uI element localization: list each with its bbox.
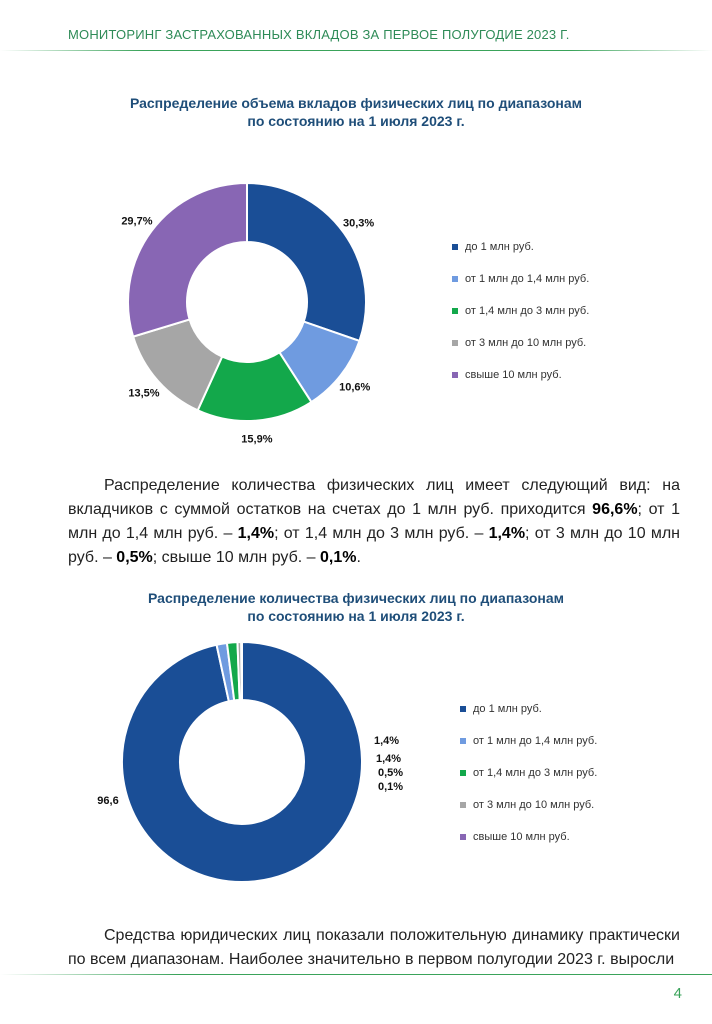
chart1-legend-label-1: до 1 млн руб. — [465, 240, 534, 253]
chart1-data-label-5: 29,7% — [121, 215, 153, 228]
chart1-legend-item-2 — [452, 270, 589, 287]
legend-swatch-icon — [452, 308, 458, 314]
para1-text-4: ; от 3 млн до 10 млн руб. – — [68, 525, 681, 566]
chart2-donut — [90, 640, 450, 920]
chart2-data-label-3: 1,4% — [376, 753, 402, 765]
para1-value-1: 96,6% — [592, 501, 638, 518]
para1-value-5: 0,1% — [320, 549, 357, 566]
chart1-legend-label-4: от 3 млн до 10 млн руб. — [465, 336, 587, 349]
chart1-legend-item-5 — [452, 366, 589, 383]
chart1-legend-label-3: от 1,4 млн до 3 млн руб. — [465, 304, 590, 317]
header-divider — [0, 50, 712, 51]
chart1-data-label-1: 30,3% — [342, 217, 375, 230]
chart2-legend-label-5: свыше 10 млн руб. — [473, 830, 570, 843]
chart1-legend-item-3 — [452, 302, 589, 319]
legend-swatch-icon — [452, 340, 458, 346]
chart1-legend-label-2: от 1 млн до 1,4 млн руб. — [465, 272, 590, 285]
chart2-title-line2: по состоянию на 1 июля 2023 г. — [247, 608, 465, 624]
para1-text-2: ; от 1 млн до 1,4 млн руб. – — [68, 501, 681, 542]
chart1-title-line2: по состоянию на 1 июля 2023 г. — [247, 113, 465, 129]
para1-value-3: 1,4% — [488, 525, 526, 542]
legend-swatch-icon — [460, 770, 466, 776]
legend-swatch-icon — [460, 834, 466, 840]
chart1-legend-label-5: свыше 10 млн руб. — [465, 368, 562, 381]
chart1-title-line1: Распределение объема вкладов физических лиц по диапазонам — [129, 95, 583, 111]
chart2-legend-label-4: от 3 млн до 10 млн руб. — [473, 798, 595, 811]
legend-swatch-icon — [460, 738, 466, 744]
chart2-slice-5 — [241, 642, 242, 700]
chart2-legend-label-3: от 1,4 млн до 3 млн руб. — [473, 766, 598, 779]
chart2-legend-label-2: от 1 млн до 1,4 млн руб. — [473, 734, 598, 747]
chart1-legend-item-4 — [452, 334, 589, 351]
chart2-data-label-4: 0,5% — [378, 767, 404, 779]
para1-value-4: 0,5% — [116, 549, 153, 566]
chart2-title-line1: Распределение количества физических лиц по диапазонам — [148, 590, 564, 606]
chart2-data-label-5: 0,1% — [378, 781, 404, 793]
chart2-legend-item-1 — [460, 700, 597, 717]
chart1-legend-item-1 — [452, 238, 589, 255]
chart1-legend — [452, 238, 589, 398]
para2-text: Средства юридических лиц показали положительную динамику практически по всем диапазонам. Наиболее значительно в первом полугодии 2023 г. выросли — [68, 927, 680, 968]
legend-swatch-icon — [452, 372, 458, 378]
paragraph-legal-entities — [68, 924, 680, 972]
footer-divider — [0, 974, 712, 975]
chart2-data-label-2: 1,4% — [374, 735, 400, 747]
para1-text-5: ; свыше 10 млн руб. – — [152, 549, 320, 566]
legend-swatch-icon — [460, 706, 466, 712]
chart2-data-label-1: 96,6 — [97, 795, 119, 807]
chart2-legend-item-3 — [460, 764, 597, 781]
chart2-legend — [460, 700, 597, 860]
page-number: 4 — [673, 985, 682, 1002]
paragraph-individuals-distribution — [68, 474, 680, 570]
chart1-slice-5 — [128, 183, 247, 337]
para1-text-3: ; от 1,4 млн до 3 млн руб. – — [274, 525, 489, 542]
chart1-data-label-3: 15,9% — [241, 433, 273, 446]
chart2-legend-label-1: до 1 млн руб. — [473, 702, 542, 715]
chart1-title — [0, 94, 712, 130]
chart2-legend-item-4 — [460, 796, 597, 813]
legend-swatch-icon — [452, 276, 458, 282]
chart2-title — [0, 589, 712, 625]
chart1-slice-1 — [247, 183, 366, 341]
chart1-data-label-2: 10,6% — [339, 381, 371, 394]
para1-text-1: Распределение количества физических лиц имеет следующий вид: на вкладчиков с суммой остатков на счетах до 1 млн руб. приходится — [68, 477, 680, 518]
chart2-legend-item-5 — [460, 828, 597, 845]
chart2-legend-item-2 — [460, 732, 597, 749]
legend-swatch-icon — [460, 802, 466, 808]
para1-text-6: . — [356, 549, 361, 566]
page-header-title: МОНИТОРИНГ ЗАСТРАХОВАННЫХ ВКЛАДОВ ЗА ПЕРВОЕ ПОЛУГОДИЕ 2023 Г. — [68, 27, 570, 42]
para1-value-2: 1,4% — [237, 525, 275, 542]
chart1-donut — [100, 170, 460, 450]
chart1-data-label-4: 13,5% — [128, 387, 160, 400]
legend-swatch-icon — [452, 244, 458, 250]
